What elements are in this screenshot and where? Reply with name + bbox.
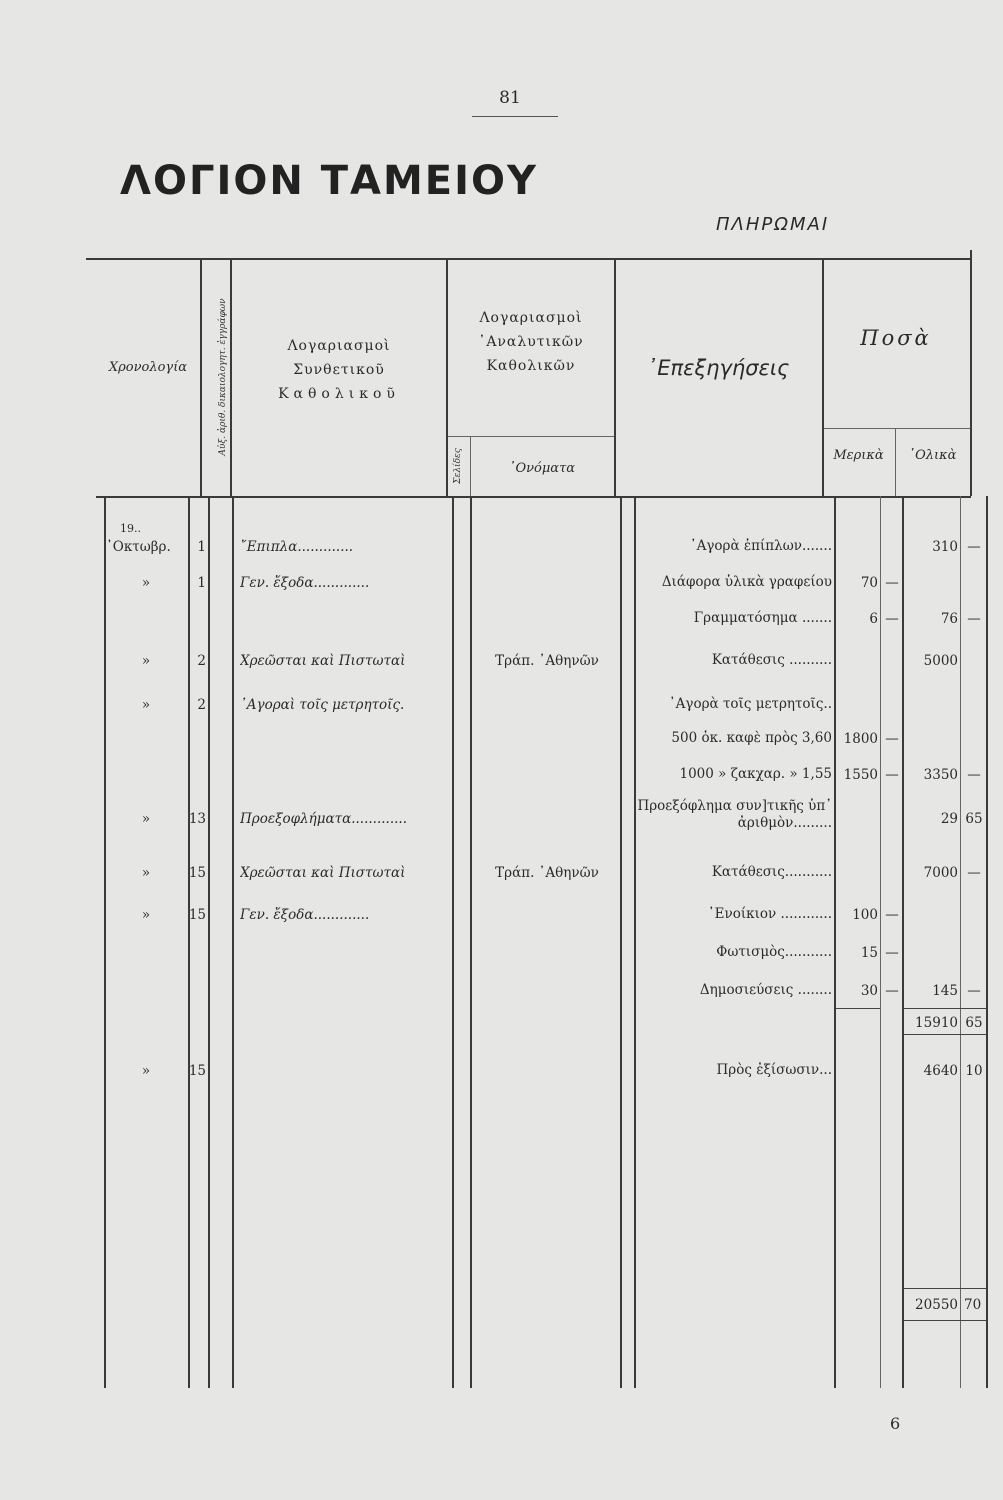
header-analytic-line1: Λογαριασμοὶ — [479, 310, 583, 326]
row-partial-decimals: — — [885, 575, 899, 591]
body-col-line — [902, 496, 904, 1388]
row-total-decimals: — — [967, 983, 981, 999]
row-partial-decimals: — — [885, 611, 899, 627]
body-col-line — [880, 496, 881, 1388]
row-ref: 2 — [197, 697, 206, 713]
row-ref: 1 — [197, 575, 206, 591]
row-ref: 15 — [188, 907, 206, 923]
row-date: ᾿Οκτωβρ. — [106, 539, 171, 555]
row-explanation: Πρὸς ἐξίσωσιν... — [716, 1062, 832, 1078]
header-chronology: Χρονολογία — [108, 360, 188, 375]
row-total-decimals: — — [967, 865, 981, 881]
header-journal-ref: Αὐξ. ἀριθ. δικαιολογητ. ἐγγράφων — [218, 298, 228, 456]
row-date: » — [141, 907, 151, 923]
header-synthetic-line2: Συνθετικοῦ — [293, 362, 385, 378]
header-total: ῾Ολικὰ — [908, 448, 957, 463]
body-col-line — [834, 496, 836, 1388]
row-partial: 30 — [860, 983, 878, 999]
year-marker: 19.. — [120, 522, 141, 535]
grand-total-rule — [904, 1320, 986, 1321]
row-date: » — [141, 811, 151, 827]
row-partial: 15 — [860, 945, 878, 961]
row-total: 7000 — [923, 865, 958, 881]
row-total: 15910 — [915, 1015, 958, 1031]
row-account: Γεν. ἔξοδα............. — [240, 907, 370, 923]
page-number-rule — [472, 116, 558, 117]
grand-total-decimals: 70 — [964, 1297, 982, 1313]
row-explanation: ᾿Ενοίκιον ............ — [707, 906, 832, 922]
row-total-decimals: — — [967, 611, 981, 627]
analytic-subheader-rule — [448, 436, 614, 437]
header-analytic-accounts — [448, 306, 614, 378]
row-partial-decimals: — — [885, 983, 899, 999]
row-date: » — [141, 575, 151, 591]
row-partial-decimals: — — [885, 767, 899, 783]
row-ref: 15 — [188, 865, 206, 881]
header-synthetic-accounts — [232, 334, 446, 406]
row-partial-decimals: — — [885, 945, 899, 961]
row-ref: 2 — [197, 653, 206, 669]
row-ref: 13 — [188, 811, 206, 827]
ledger-title: ΛΟΓΙΟΝ ΤΑΜΕΙΟΥ — [120, 158, 538, 204]
row-partial: 6 — [869, 611, 878, 627]
row-explanation: Γραμματόσημα ....... — [693, 610, 832, 626]
row-account: ᾿Αγοραὶ τοῖς μετρητοῖς. — [240, 697, 405, 713]
row-total-decimals: 65 — [965, 811, 983, 827]
row-explanation: Φωτισμὸς........... — [716, 944, 832, 960]
row-date: » — [141, 1063, 151, 1079]
row-date: » — [141, 697, 151, 713]
total-subtotal-rule — [904, 1034, 986, 1035]
table-top-rule — [86, 258, 971, 260]
header-synthetic-line3: Καθολικοῦ — [278, 386, 400, 402]
row-total: 145 — [932, 983, 958, 999]
total-subtotal-rule — [904, 1008, 986, 1009]
row-partial: 100 — [852, 907, 878, 923]
header-pages: Σελίδες — [453, 448, 463, 484]
header-bottom-rule — [96, 496, 971, 498]
row-explanation: ᾿Αγορὰ τοῖς μετρητοῖς.. — [668, 696, 832, 712]
row-account: ῎Επιπλα............. — [240, 539, 354, 555]
row-total-decimals: 65 — [965, 1015, 983, 1031]
header-amounts: Ποσὰ — [860, 326, 932, 350]
row-name: Τράπ. ᾿Αθηνῶν — [495, 653, 599, 669]
payments-heading: ΠΛΗΡΩΜΑΙ — [716, 214, 830, 235]
row-total-decimals: 10 — [965, 1063, 983, 1079]
page-number: 81 — [499, 88, 521, 108]
body-col-line — [986, 496, 988, 1388]
row-total-decimals: — — [967, 539, 981, 555]
row-total: 5000 — [923, 653, 958, 669]
header-partial: Μερικὰ — [833, 448, 884, 463]
row-partial-decimals: — — [885, 731, 899, 747]
row-explanation: Κατάθεσις .......... — [711, 652, 832, 668]
row-explanation: ᾿Αγορὰ ἐπίπλων....... — [689, 538, 832, 554]
row-account: Γεν. ἔξοδα............. — [240, 575, 370, 591]
row-date: » — [141, 653, 151, 669]
row-account: Χρεῶσται καὶ Πιστωταὶ — [240, 653, 406, 669]
header-col-line — [970, 250, 972, 496]
row-explanation: Δημοσιεύσεις ........ — [699, 982, 832, 998]
body-col-line — [452, 496, 454, 1388]
row-account: Προεξοφλήματα............. — [240, 811, 408, 827]
body-col-line — [188, 496, 190, 1388]
row-ref: 1 — [197, 539, 206, 555]
row-explanation: Κατάθεσις........... — [711, 864, 832, 880]
bottom-page-number: 6 — [890, 1414, 901, 1433]
grand-total-value: 20550 — [915, 1297, 958, 1313]
row-partial: 70 — [860, 575, 878, 591]
row-total-decimals: — — [967, 767, 981, 783]
body-col-line — [620, 496, 622, 1388]
body-col-line — [960, 496, 961, 1388]
header-analytic-line3: Καθολικῶν — [486, 358, 576, 374]
partial-subtotal-rule — [836, 1008, 880, 1009]
body-col-line — [104, 496, 106, 1388]
row-explanation: 500 ὀκ. καφὲ πρὸς 3,60 — [671, 730, 832, 746]
header-explanations: ᾿Επεξηγήσεις — [646, 356, 790, 380]
body-col-line — [208, 496, 210, 1388]
amounts-subheader-rule — [822, 428, 970, 429]
row-total: 3350 — [923, 767, 958, 783]
row-account: Χρεῶσται καὶ Πιστωταὶ — [240, 865, 406, 881]
row-total: 76 — [940, 611, 958, 627]
header-names: ᾿Ονόματα — [508, 461, 576, 476]
row-explanation: Προεξόφλημα συν]τικῆς ὑπ᾿ ἀριθμὸν......... — [637, 798, 832, 831]
row-partial: 1800 — [843, 731, 878, 747]
row-total: 4640 — [923, 1063, 958, 1079]
row-name: Τράπ. ᾿Αθηνῶν — [495, 865, 599, 881]
row-total: 29 — [940, 811, 958, 827]
body-col-line — [634, 496, 636, 1388]
header-synthetic-line1: Λογαριασμοὶ — [287, 338, 391, 354]
body-col-line — [232, 496, 234, 1388]
header-analytic-line2: ᾿Αναλυτικῶν — [478, 334, 584, 350]
row-total: 310 — [932, 539, 958, 555]
row-partial: 1550 — [843, 767, 878, 783]
header-col-line — [200, 258, 202, 496]
row-explanation: 1000 » ζακχαρ. » 1,55 — [679, 766, 832, 782]
body-col-line — [470, 496, 472, 1388]
row-partial-decimals: — — [885, 907, 899, 923]
row-explanation: Διάφορα ὑλικὰ γραφείου — [661, 574, 832, 590]
grand-total-rule — [904, 1288, 986, 1289]
row-ref: 15 — [188, 1063, 206, 1079]
row-date: » — [141, 865, 151, 881]
